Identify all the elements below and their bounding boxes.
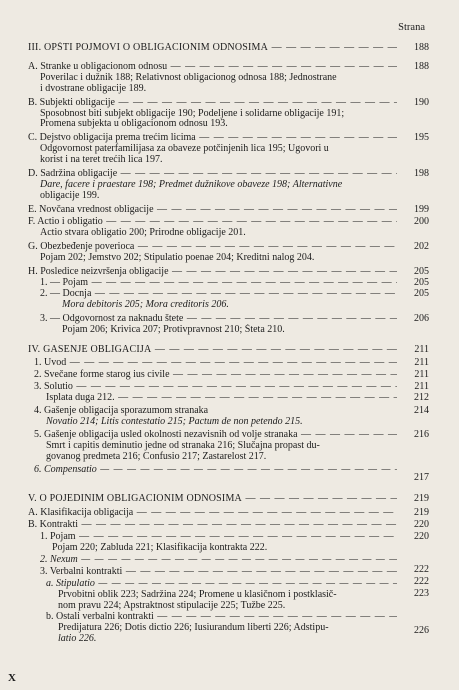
toc-entry: B. Kontrakti — — — (28, 519, 397, 531)
toc-entry: 4. Gašenje obligacija sporazumom stranaka (34, 405, 209, 416)
toc-page-number: 202 (414, 241, 429, 252)
toc-row (0, 344, 459, 356)
toc-row (0, 507, 459, 519)
toc-row (0, 493, 459, 505)
toc-entry: Sposobnost biti subjekt obligacije 190; Podeljene i solidarne obligacije 191; (40, 108, 345, 119)
toc-entry: 2. — Docnja — — — (40, 288, 397, 300)
toc-entry: i dvostrane obligacije 189. (40, 83, 147, 94)
toc-page-number: 211 (414, 357, 429, 368)
toc-entry: Poverilac i dužnik 188; Relativnost obligacionog odnosa 188; Jednostrane (40, 72, 337, 83)
toc-entry: 2. Nexum — — — (40, 554, 397, 566)
toc-entry: Novatio 214; Litis contestatio 215; Pactum de non petendo 215. (46, 416, 303, 427)
toc-row (0, 542, 459, 554)
toc-row (0, 451, 459, 463)
toc-entry: A. Klasifikacija obligacija — — — (28, 507, 397, 519)
toc-entry: C. Dejstvo obligacija prema trećim licima — — — (28, 132, 397, 144)
toc-page-number: 217 (414, 472, 429, 483)
toc-entry: 6. Compensatio — — — (34, 464, 397, 476)
toc-row (0, 416, 459, 428)
toc-entry: III. OPŠTI POJMOVI O OBLIGACIONIM ODNOSIMA — — — (28, 42, 397, 54)
toc-entry: G. Obezbeđenje poverioca — — — (28, 241, 397, 253)
toc-entry: nom pravu 224; Apstraktnost stipulacije 225; Tužbe 225. (58, 600, 286, 611)
toc-row (0, 227, 459, 239)
toc-entry: a. Stipulatio — — — (46, 578, 397, 590)
toc-entry: Pojam 202; Jemstvo 202; Stipulatio poenae 204; Kreditni nalog 204. (40, 252, 315, 263)
toc-row (0, 369, 459, 381)
toc-row (0, 324, 459, 336)
toc-row (0, 154, 459, 166)
toc-entry: V. O POJEDINIM OBLIGACIONIM ODNOSIMA — — — (28, 493, 397, 505)
toc-page-number: 211 (414, 381, 429, 392)
toc-page-number: 219 (414, 507, 429, 518)
toc-entry: IV. GASENJE OBLIGACIJA — — — (28, 344, 397, 356)
toc-entry: D. Sadržina obligacije — — — (28, 168, 397, 180)
toc-entry: Actio stvara obligatio 200; Prirodne obligacije 201. (40, 227, 246, 238)
toc-entry: Pojam 220; Zabluda 221; Klasifikacija kontrakta 222. (52, 542, 268, 553)
toc-page-number: 222 (414, 576, 429, 587)
toc-entry: 1. Uvod — — — (34, 357, 397, 369)
toc-entry: Predijatura 226; Dotis dictio 226; Iusiurandum liberti 226; Adstipu- (58, 622, 329, 633)
toc-entry: Pojam 206; Krivica 207; Protivpravnost 210; Šteta 210. (62, 324, 285, 335)
toc-entry: 3. Solutio — — — (34, 381, 397, 393)
toc-page-number: 206 (414, 313, 429, 324)
toc-page-number: 188 (414, 61, 429, 72)
toc-entry: Prvobitni oblik 223; Sadržina 224; Promene u klasičnom i postklasič- (58, 589, 337, 600)
toc-row (0, 299, 459, 311)
toc-row (0, 357, 459, 369)
toc-entry: govanog predmeta 216; Confusio 217; Zastarelost 217. (46, 451, 267, 462)
toc-page-number: 211 (414, 369, 429, 380)
toc-page-number: 219 (414, 493, 429, 504)
toc-page-number: 226 (414, 625, 429, 636)
toc-row (0, 190, 459, 202)
toc-page-number: 212 (414, 392, 429, 403)
toc-page-number: 205 (414, 266, 429, 277)
toc-entry: latio 226. (58, 633, 97, 644)
toc-entry: 1. — Pojam — — — (40, 277, 397, 289)
toc-entry: Odgovornost paterfamilijasa za obaveze potčinjenih lica 195; Ugovori u (40, 143, 329, 154)
toc-row (0, 42, 459, 54)
toc-page-number: 205 (414, 288, 429, 299)
toc-page-number: 190 (414, 97, 429, 108)
toc-entry: Mora debitoris 205; Mora creditoris 206. (62, 299, 229, 310)
toc-row (0, 519, 459, 531)
toc-page-number: 214 (414, 405, 429, 416)
toc-entry: H. Posledice neizvršenja obligacije — — — (28, 266, 397, 278)
folio-roman-numeral: X (8, 672, 16, 684)
toc-row (0, 633, 459, 645)
toc-entry: 3. — Odgovornost za naknadu štete — — — (40, 313, 397, 325)
toc-page-number: 195 (414, 132, 429, 143)
toc-row (0, 252, 459, 264)
toc-page-number: 222 (414, 564, 429, 575)
toc-page-number: 216 (414, 429, 429, 440)
toc-entry: B. Subjekti obligacije — — — (28, 97, 397, 109)
toc-page-number: 220 (414, 531, 429, 542)
toc-entry: b. Ostali verbalni kontrakti — — — (46, 611, 397, 623)
toc-page-number: 198 (414, 168, 429, 179)
toc-page-number: 199 (414, 204, 429, 215)
toc-page-number: 211 (414, 344, 429, 355)
toc-entry: A. Stranke u obligacionom odnosu — — — (28, 61, 397, 73)
toc-page-number: 205 (414, 277, 429, 288)
toc-entry: korist i na teret trećih lica 197. (40, 154, 163, 165)
toc-entry: Promena subjekta u obligacionom odnosu 193. (40, 118, 228, 129)
toc-entry: 2. Svečane forme starog ius civile — — — (34, 369, 397, 381)
toc-entry: Smrt i capitis deminutio jedne od stranaka 216; Slučajna propast du- (46, 440, 320, 451)
toc-entry: Dare, facere i praestare 198; Predmet dužnikove obaveze 198; Alternativne (40, 179, 343, 190)
toc-row (0, 464, 459, 483)
toc-row (0, 118, 459, 130)
toc-row (0, 392, 459, 404)
toc-entry: 5. Gašenje obligacija usled okolnosti nezavisnih od volje stranaka — — — (34, 429, 397, 441)
toc-entry: F. Actio i obligatio — — — (28, 216, 397, 228)
toc-row (0, 83, 459, 95)
toc-page-number: 223 (414, 588, 429, 599)
toc-entry: obligacije 199. (40, 190, 100, 201)
toc-entry: 3. Verbalni kontrakti — — — (40, 566, 397, 578)
page-column-header: Strana (398, 22, 425, 33)
toc-row (0, 204, 459, 216)
toc-page-number: 220 (414, 519, 429, 530)
toc-page-number: 200 (414, 216, 429, 227)
toc-entry: E. Novčana vrednost obligacije — — — (28, 204, 397, 216)
toc-entry: 1. Pojam — — — (40, 531, 397, 543)
toc-entry: Isplata duga 212. — — — (46, 392, 397, 404)
toc-page-number: 188 (414, 42, 429, 53)
